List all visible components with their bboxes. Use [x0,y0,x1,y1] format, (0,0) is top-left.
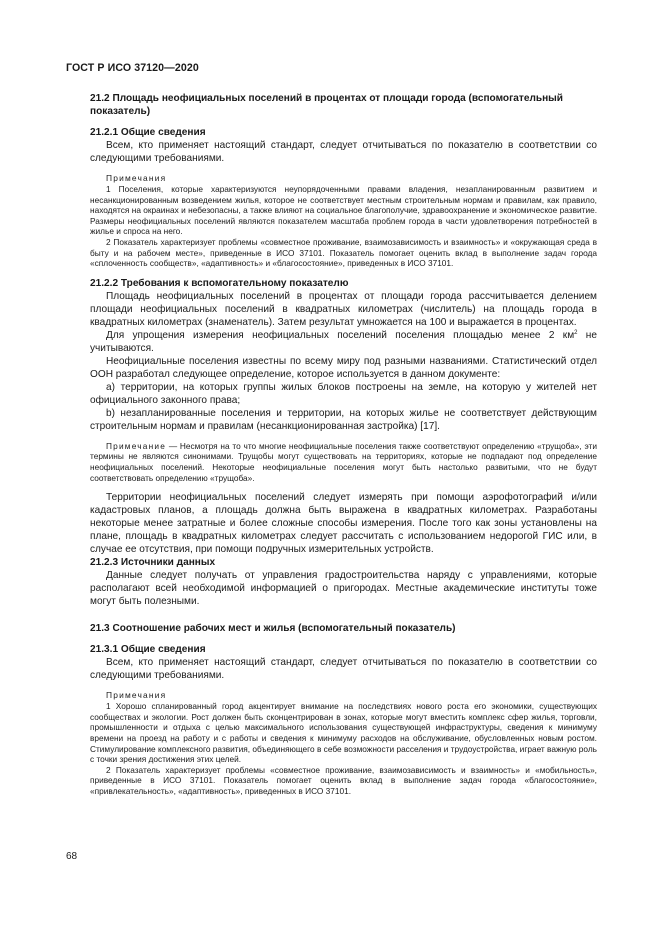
page-header: ГОСТ Р ИСО 37120—2020 [66,62,199,74]
note-text: — Несмотря на то что многие неофициальные поселения также соответствуют определению «трущоба», эти термины не являются синонимами. Трущобы могут существовать на территориях, которые не подпадают под определение неофициальных поселений. Некоторые неофициальные поселения могут быть настолько развитыми, что не будут соответствовать определению «трущоба». [90,440,597,483]
list-item-b: b) незапланированные поселения и территории, на которых жилье не соответствует действующим строительным нормам и правилам (несанкционированная застройка) [17]. [90,407,597,432]
note-2: 2 Показатель характеризует проблемы «совместное проживание, взаимозависимость и взаимность» и «окружающая среда в быту и на рабочем месте», приведенные в ИСО 37101. Показатель помогает оценить вклад в выполнение задач города «сплоченность сообществ», «адаптивность» и «благосостояние», приведенных в ИСО 37101. [90,236,597,269]
subsection-21-3-1-title: 21.3.1 Общие сведения [90,644,206,656]
list-item-a: a) территории, на которых группы жилых блоков построены на земле, на которую у жителей нет официального законного права; [90,381,597,406]
subsection-21-2-1-text: Всем, кто применяет настоящий стандарт, следует отчитываться по показателю в соответствии со следующими требованиями. [90,140,597,164]
superscript: 2 [574,329,578,336]
document-body [90,92,597,796]
paragraph: Территории неофициальных поселений следует измерять при помощи аэрофотографий и/или кадастровых планов, а площадь должна быть выражена в квадратных километрах. Разработаны некоторые менее затратные и более сложные способы измерения. После того как зоны установлены на плане, площадь в квадратных километрах следует рассчитать с использованием недорогой ГИС или, в случае ее отсутствия, при помощи подручных измерительных устройств. [90,492,597,556]
note-slums [90,441,597,483]
note-2: 2 Показатель характеризует проблемы «совместное проживание, взаимозависимость и взаимность» и «мобильность», приведенные в ИСО 37101. Показатель помогает оценить вклад в выполнение задач города «благосостояние», «привлекательность», «адаптивность», приведенных в ИСО 37101. [90,764,597,796]
section-21-3-title: 21.3 Соотношение рабочих мест и жилья (вспомогательный показатель) [90,623,456,635]
subsection-21-2-3-text: Данные следует получать от управления градостроительства наряду с управлениями, которые располагают всей необходимой информацией о пригородах. Местные академические институты тоже могут быть полезными. [90,570,597,608]
note-1: 1 Поселения, которые характеризуются неупорядоченными правами владения, незапланированным развитием и несанкционированным возведением жилья, которое не соответствует местным строительным нормам и правилам, как правило, находятся на окраинах и небезопасны, а также влияют на социальное благополучие, здравоохранение и экономическое развитие. Размеры неофициальных поселений являются показателем масштаба проблем города в части удовлетворения потребностей в жилье и спроса на него. [90,184,597,237]
paragraph-area-threshold [90,329,597,355]
paragraph: Площадь неофициальных поселений в процентах от площади города рассчитывается делением площади неофициальных поселений в квадратных километрах (числитель) на площадь города в квадратных километрах (знаменатель). Затем результат умножается на 100 и выражается в процентах. [90,290,597,328]
paragraph: Неофициальные поселения известны по всему миру под разными названиями. Статистический отдел ООН разработал следующее определение, которое используется в данном документе: [90,355,597,380]
notes-title: Примечания [106,690,167,701]
note-label: Примечание [106,440,167,451]
subsection-21-2-1-title: 21.2.1 Общие сведения [90,127,206,138]
subsection-21-2-2-title: 21.2.2 Требования к вспомогательному показателю [90,277,349,289]
subsection-21-2-3-title: 21.2.3 Источники данных [90,557,216,569]
paragraph-text: не учитываются. [90,329,597,354]
page-number: 68 [66,851,78,862]
notes-title: Примечания [106,173,167,183]
section-21-2-title: 21.2 Площадь неофициальных поселений в процентах от площади города (вспомогательный показатель) [90,93,564,117]
subsection-21-3-1-text: Всем, кто применяет настоящий стандарт, следует отчитываться по показателю в соответствии со следующими требованиями. [90,657,597,682]
note-1: 1 Хорошо спланированный город акцентирует внимание на последствиях нового роста его экономики, существующих сообществах и экологии. Рост должен быть сконцентрирован в зонах, которые могут вместить комплекс сфер жилья, торговли, промышленности и отдыха с целью максимального использования существующей инфраструктуры, сведения к минимуму времени на проезд на работу и с работы и сведения к минимуму расходов на обслуживание, обусловленных новым ростом. Стимулирование комплексного развития, объединяющего в себе возможности расселения и трудоустройства, играет важную роль с точки зрения достижения этих целей. [90,701,597,765]
paragraph-text: Для упрощения измерения неофициальных поселений поселения площадью менее 2 км [106,329,575,341]
